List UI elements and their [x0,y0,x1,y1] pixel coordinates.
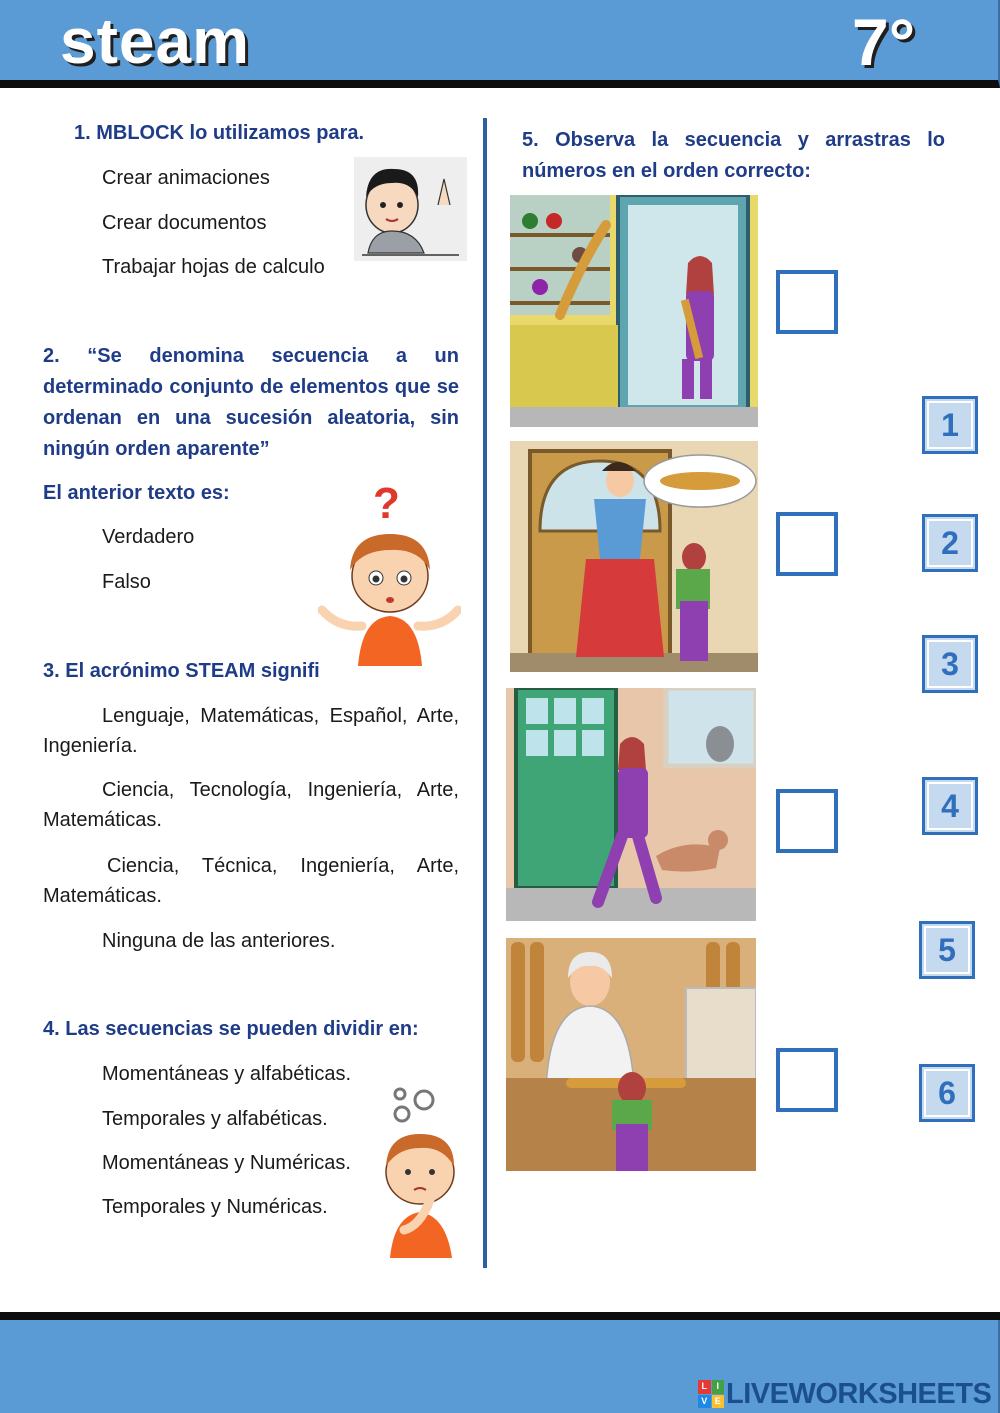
q3-option-1[interactable]: Lenguaje, Matemáticas, Español, Arte, Ingeniería. [43,705,459,757]
scene-girl-leaving-bakery [510,195,758,427]
q4-option-1[interactable]: Momentáneas y alfabéticas. [102,1063,352,1085]
drag-number-3[interactable]: 3 [922,635,978,693]
q4-option-2[interactable]: Temporales y alfabéticas. [102,1108,328,1130]
drag-number-1[interactable]: 1 [922,396,978,454]
drag-number-2[interactable]: 2 [922,514,978,572]
q3-title: 3. El acrónimo STEAM signifi [43,660,320,682]
pondering-boy-illustration [380,1080,460,1260]
q1-option-2[interactable]: Crear documentos [102,212,267,234]
answer-box-1[interactable] [776,270,838,334]
answer-box-4[interactable] [776,1048,838,1112]
scene-mother-at-door [510,441,758,672]
q3-option-2[interactable]: Ciencia, Tecnología, Ingeniería, Arte, Matemáticas. [43,779,459,831]
column-divider [483,118,487,1268]
q2-statement: 2. “Se denomina secuencia a un determinado conjunto de elementos que se ordenan en una sucesión aleatoria, sin ningún orden aparente” [43,345,459,460]
scene-baker-giving-bread [506,938,756,1171]
q3-option-3[interactable]: Ciencia, Técnica, Ingeniería, Arte, Matemáticas. [43,855,459,907]
liveworksheets-logo[interactable] [698,1378,991,1410]
q1-option-1[interactable]: Crear animaciones [102,167,270,189]
q4-option-4[interactable]: Temporales y Numéricas. [102,1196,328,1218]
q5-instruction: 5. Observa la secuencia y arrastras lo números en el orden correcto: [522,129,945,182]
grade-label: 7° [852,5,916,79]
q2-prompt: El anterior texto es: [43,482,230,504]
confused-boy-illustration [318,478,461,666]
liveworksheets-text: LIVEWORKSHEETS [726,1377,992,1410]
drag-number-5[interactable]: 5 [919,921,975,979]
header-banner [0,0,1000,88]
q1-title: 1. MBLOCK lo utilizamos para. [74,122,365,144]
q4-option-3[interactable]: Momentáneas y Numéricas. [102,1152,351,1174]
footer-divider [0,1312,1000,1320]
answer-box-3[interactable] [776,789,838,853]
thinking-boy-illustration [354,157,467,261]
drag-number-6[interactable]: 6 [919,1064,975,1122]
q2-option-true[interactable]: Verdadero [102,526,195,548]
liveworksheets-cube-icon: L I V E [698,1380,724,1408]
q4-title: 4. Las secuencias se pueden dividir en: [43,1018,419,1040]
q3-option-4[interactable]: Ninguna de las anteriores. [102,930,336,952]
answer-box-2[interactable] [776,512,838,576]
svg-text:?: ? [373,479,400,528]
brand-title: steam [60,5,250,77]
drag-number-4[interactable]: 4 [922,777,978,835]
q1-option-3[interactable]: Trabajar hojas de calculo [102,256,325,278]
scene-girl-walking-with-cat [506,688,756,921]
q2-option-false[interactable]: Falso [102,571,151,593]
